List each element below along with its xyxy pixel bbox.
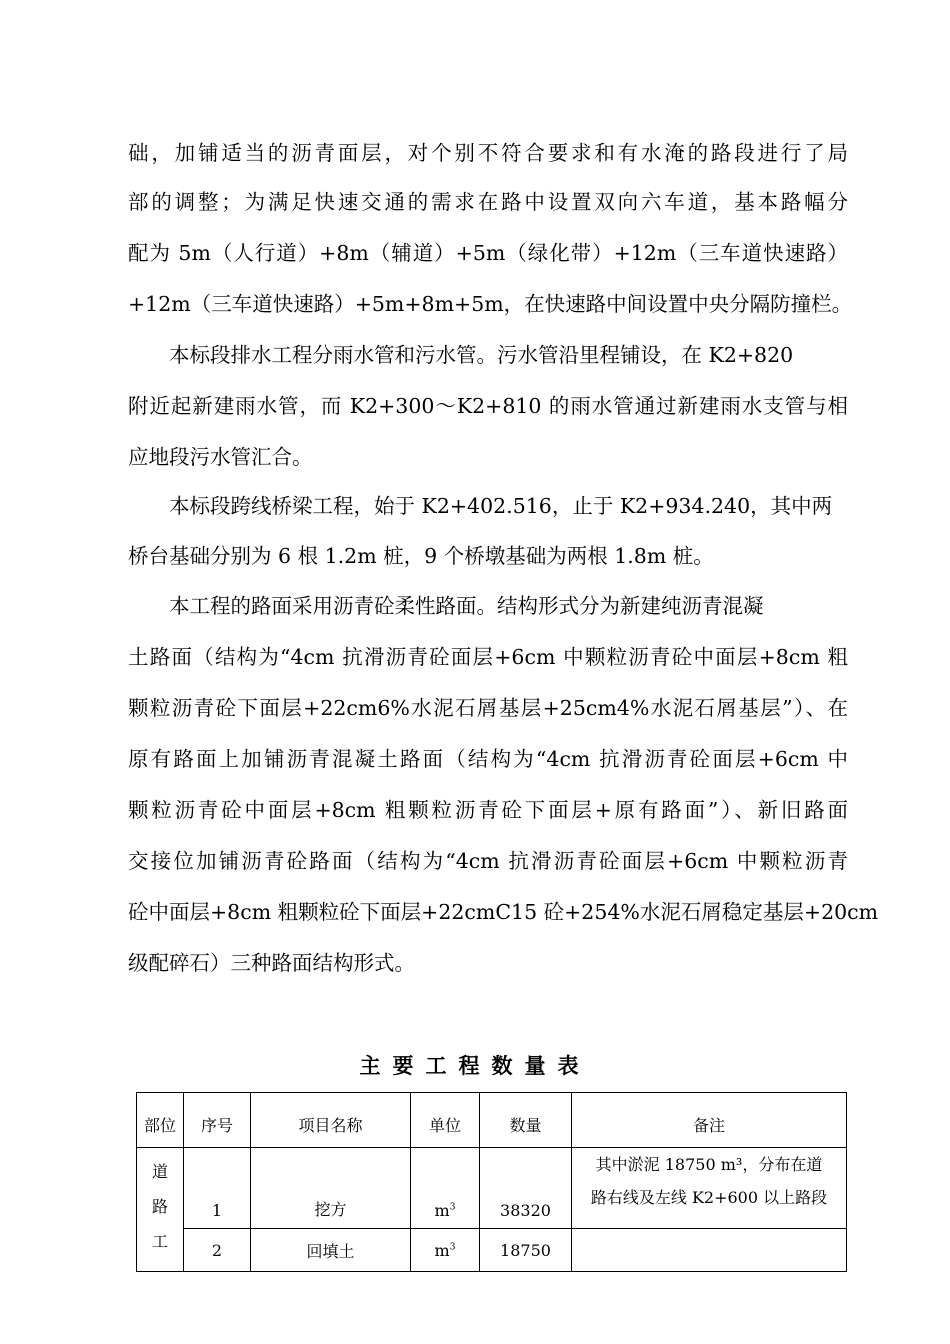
part-cell: 道 路 工 <box>137 1148 184 1272</box>
header-remark: 备注 <box>572 1093 847 1148</box>
paragraph-line: 砼中面层+8cm 粗颗粒砼下面层+22cmC15 砼+254%水泥石屑稳定基层+20cm <box>128 900 879 924</box>
row-name: 挖方 <box>251 1148 411 1229</box>
header-name: 项目名称 <box>251 1093 411 1148</box>
paragraph-line: 交接位加铺沥青砼路面（结构为“4cm 抗滑沥青砼面层+6cm 中颗粒沥青 <box>128 849 848 873</box>
quantity-table <box>136 1092 847 1272</box>
paragraph-line: 原有路面上加铺沥青混凝土路面（结构为“4cm 抗滑沥青砼面层+6cm 中 <box>128 747 848 771</box>
paragraph-line: 础，加铺适当的沥青面层，对个别不符合要求和有水淹的路段进行了局 <box>128 141 848 165</box>
paragraph-line: 应地段污水管汇合。 <box>128 445 313 469</box>
paragraph-line: 本标段跨线桥梁工程，始于 K2+402.516，止于 K2+934.240，其中两 <box>128 494 833 518</box>
paragraph-line: 本工程的路面采用沥青砼柔性路面。结构形式分为新建纯沥青混凝 <box>128 594 764 618</box>
row-remark <box>572 1229 847 1272</box>
paragraph-line: 附近起新建雨水管，而 K2+300～K2+810 的雨水管通过新建雨水支管与相 <box>128 394 848 418</box>
paragraph-line: 桥台基础分别为 6 根 1.2m 桩，9 个桥墩基础为两根 1.8m 桩。 <box>128 544 714 568</box>
header-part: 部位 <box>137 1093 184 1148</box>
row-remark: 其中淤泥 18750 m³，分布在道 路右线及左线 K2+600 以上路段 <box>572 1148 847 1229</box>
row-no: 1 <box>184 1148 251 1229</box>
table-row <box>137 1148 847 1229</box>
row-unit: $m^3$ <box>411 1229 480 1272</box>
row-name: 回填土 <box>251 1229 411 1272</box>
header-no: 序号 <box>184 1093 251 1148</box>
table-header-row <box>137 1093 847 1148</box>
paragraph-line: 本标段排水工程分雨水管和污水管。污水管沿里程铺设，在 K2+820 <box>128 343 794 367</box>
paragraph-line: 配为 5m（人行道）+8m（辅道）+5m（绿化带）+12m（三车道快速路） <box>128 241 848 265</box>
paragraph-line: 颗粒沥青砼下面层+22cm6%水泥石屑基层+25cm4%水泥石屑基层”）、在 <box>128 696 848 720</box>
row-unit: $m^3$ <box>411 1148 480 1229</box>
header-qty: 数量 <box>480 1093 572 1148</box>
row-qty: 38320 <box>480 1148 572 1229</box>
paragraph-line: 级配碎石）三种路面结构形式。 <box>128 951 415 975</box>
paragraph-line: +12m（三车道快速路）+5m+8m+5m，在快速路中间设置中央分隔防撞栏。 <box>128 292 853 316</box>
paragraph-line: 土路面（结构为“4cm 抗滑沥青砼面层+6cm 中颗粒沥青砼中面层+8cm 粗 <box>128 645 848 669</box>
paragraph-line: 颗粒沥青砼中面层+8cm 粗颗粒沥青砼下面层+原有路面”）、新旧路面 <box>128 798 848 822</box>
paragraph-line: 部的调整；为满足快速交通的需求在路中设置双向六车道，基本路幅分 <box>128 190 848 214</box>
table-row <box>137 1229 847 1272</box>
row-no: 2 <box>184 1229 251 1272</box>
header-unit: 单位 <box>411 1093 480 1148</box>
row-qty: 18750 <box>480 1229 572 1272</box>
table-title: 主要工程数量表 <box>359 1054 591 1078</box>
